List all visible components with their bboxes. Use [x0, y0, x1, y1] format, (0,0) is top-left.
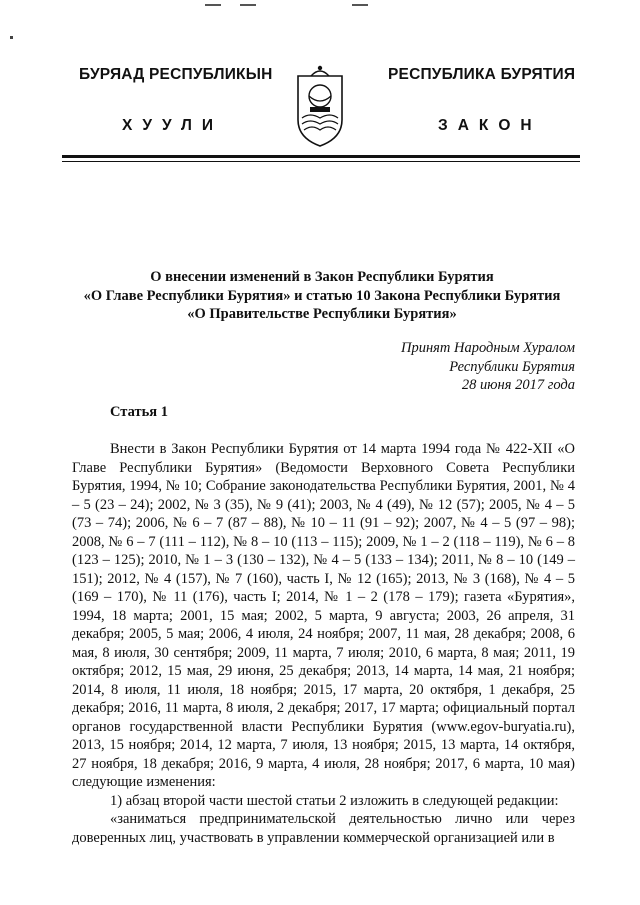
article-body [72, 440, 575, 847]
header-divider-thin [62, 161, 580, 162]
header-right-subtitle: ЗАКОН [438, 117, 542, 134]
paragraph: Внести в Закон Республики Бурятия от 14 марта 1994 года № 422-XII «О Главе Республики Бурятия» (Ведомости Верховного Совета Республики Бурятия, 1994, № 10; Собрание законодательства Республики Бурятия, 2001, № 4 – 5 (23 – 24); 2002, № 3 (35), № 9 (41); 2003, № 4 (49), № 12 (57); 2005, № 4 – 5 (73 – 74); 2006, № 6 – 7 (87 – 88), № 10 – 11 (91 – 92); 2007, № 4 – 5 (97 – 98); 2008, № 6 – 7 (111 – 112), № 8 – 10 (113 – 115); 2009, № 1 – 2 (118 – 119), № 6 – 8 (123 – 125); 2010, № 1 – 3 (130 – 132), № 4 – 5 (133 – 134); 2011, № 8 – 10 (149 – 151); 2012, № 4 (157), № 7 (160), часть I, № 12 (165); 2013, № 3 (168), № 4 – 5 (169 – 170), № 11 (176), часть I; 2014, № 1 – 2 (178 – 179); газета «Бурятия», 1994, 18 марта; 2001, 15 мая; 2002, 5 марта, 9 августа; 2003, 26 апреля, 31 декабря; 2005, 5 мая; 2006, 4 июля, 24 ноября; 2007, 11 мая, 28 декабря; 2008, 6 мая, 8 июля, 30 сентября; 2009, 11 марта, 7 июля; 2010, 6 марта, 8 мая; 2011, 19 октября; 2012, 15 мая, 29 июня, 25 декабря; 2013, 14 марта, 14 мая, 21 ноября; 2014, 8 июля, 11 июля, 18 ноября; 2015, 17 марта, 20 октября, 1 декабря, 25 декабря; 2016, 11 марта, 8 июля, 2 декабря; 2017, 17 марта; официальный портал органов государственной власти Республики Бурятия (www.egov-buryatia.ru), 2013, 15 ноября; 2014, 12 марта, 7 июля, 13 ноября; 2015, 13 марта, 14 октября, 27 ноября, 18 декабря; 2016, 9 марта, 4 июля, 28 ноября; 2017, 6 марта, 10 мая) следующие изменения: [72, 441, 575, 790]
adoption-line: Республики Бурятия [449, 358, 575, 375]
adoption-line: 28 июня 2017 года [461, 377, 575, 393]
header-divider [62, 155, 580, 158]
law-title-line: «О Правительстве Республики Бурятия» [187, 306, 457, 322]
scan-artifact [10, 36, 13, 39]
paragraph: 1) абзац второй части шестой статьи 2 изложить в следующей редакции: [110, 792, 559, 809]
adoption-line: Принят Народным Хуралом [400, 340, 575, 356]
law-title-line: «О Главе Республики Бурятия» и статью 10 Закона Республики Бурятия [83, 287, 561, 304]
law-title [62, 268, 582, 324]
scan-artifact [240, 4, 256, 6]
header-left-subtitle: ХУУЛИ [122, 117, 224, 134]
law-title-line: О внесении изменений в Закон Республики Бурятия [150, 269, 494, 285]
paragraph: «заниматься предпринимательской деятельностью лично или через доверенных лиц, участвовать в управлении коммерческой организацией или в [72, 811, 575, 846]
scan-artifact [205, 4, 221, 6]
header-right-title: РЕСПУБЛИКА БУРЯТИЯ [388, 66, 576, 83]
adoption-note [330, 339, 575, 395]
article-heading: Статья 1 [110, 404, 168, 420]
scan-artifact [352, 4, 368, 6]
header-left-title: БУРЯАД РЕСПУБЛИКЫН [79, 66, 273, 83]
buryatia-coat-of-arms-icon [294, 62, 346, 148]
